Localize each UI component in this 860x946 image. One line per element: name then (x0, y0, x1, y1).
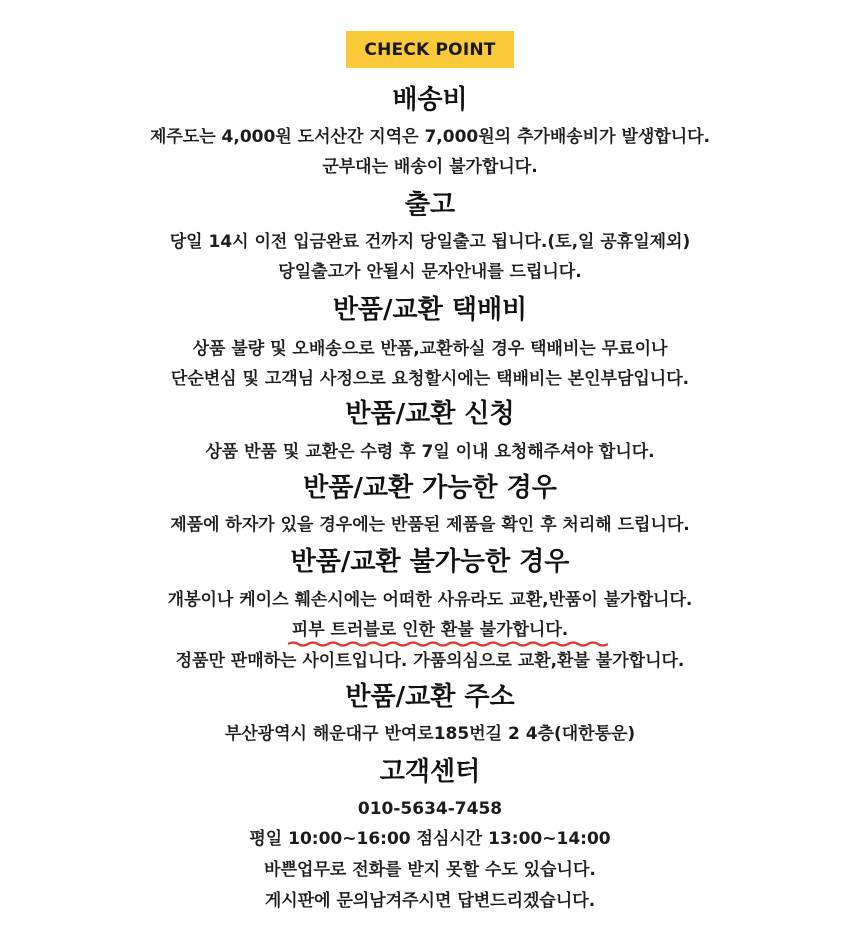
shipping-fee-line-2: 군부대는 배송이 불가합니다. (322, 157, 538, 177)
customer-center-line-4: 게시판에 문의남겨주시면 답변드리겠습니다. (264, 891, 596, 911)
section-title-return-address: 반품/교환 주소 (345, 682, 515, 712)
underlined-notice (292, 618, 568, 642)
section-title-dispatch: 출고 (404, 190, 456, 220)
return-address-line-1: 부산광역시 해운대구 반여로185번길 2 4층(대한통운) (224, 724, 636, 744)
section-title-customer-center: 고객센터 (379, 757, 481, 787)
return-allowed-line-1: 제품에 하자가 있을 경우에는 반품된 제품을 확인 후 처리해 드립니다. (170, 515, 690, 535)
return-shipping-cost-line-2: 단순변심 및 고객님 사정으로 요청할시에는 택배비는 본인부담입니다. (170, 369, 690, 389)
dispatch-line-1: 당일 14시 이전 입금완료 건까지 당일출고 됩니다.(토,일 공휴일제외) (169, 232, 691, 252)
return-request-line-1: 상품 반품 및 교환은 수령 후 7일 이내 요청해주셔야 합니다. (205, 442, 655, 462)
return-not-allowed-line-2: 피부 트러블로 인한 환불 불가합니다. (291, 620, 569, 640)
section-title-return-not-allowed: 반품/교환 불가능한 경우 (290, 547, 570, 577)
return-not-allowed-line-1: 개봉이나 케이스 훼손시에는 어떠한 사유라도 교환,반품이 불가합니다. (167, 590, 693, 610)
return-shipping-cost-line-1: 상품 불량 및 오배송으로 반품,교환하실 경우 택배비는 무료이나 (192, 339, 668, 359)
shipping-fee-line-1: 제주도는 4,000원 도서산간 지역은 7,000원의 추가배송비가 발생합니다. (149, 127, 711, 147)
section-title-return-request: 반품/교환 신청 (345, 399, 515, 429)
return-not-allowed-line-3: 정품만 판매하는 사이트입니다. 가품의심으로 교환,환불 불가합니다. (175, 651, 685, 671)
return-not-allowed-line-2-wrap (0, 618, 860, 642)
customer-center-line-3: 바쁜업무로 전화를 받지 못할 수도 있습니다. (264, 860, 596, 880)
check-point-badge: CHECK POINT (346, 31, 514, 68)
section-title-return-allowed: 반품/교환 가능한 경우 (303, 473, 557, 503)
section-title-shipping-fee: 배송비 (392, 85, 468, 115)
section-title-return-shipping-cost: 반품/교환 택배비 (332, 295, 528, 325)
customer-center-hours: 평일 10:00~16:00 점심시간 13:00~14:00 (249, 829, 611, 849)
customer-center-phone: 010-5634-7458 (357, 799, 503, 819)
red-squiggle-underline (288, 641, 608, 647)
dispatch-line-2: 당일출고가 안될시 문자안내를 드립니다. (278, 262, 582, 282)
